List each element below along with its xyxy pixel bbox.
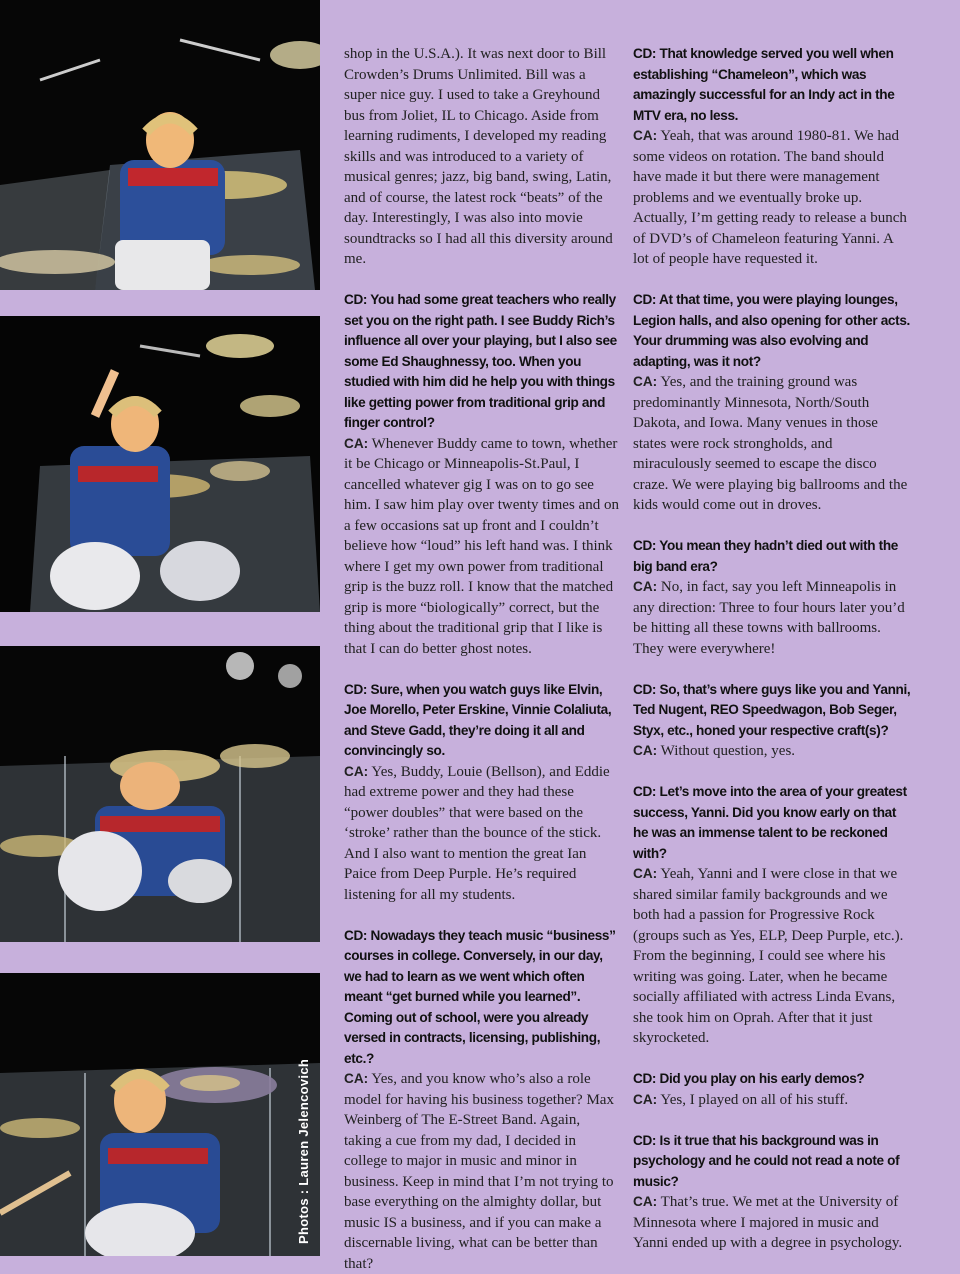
paragraph-gap [633,516,911,537]
interview-answer [633,577,911,659]
speaker-label: CA: [633,1194,658,1209]
paragraph-gap [344,659,619,680]
answer-text: Whenever Buddy came to town, whether it be Chicago or Minneapolis-St.Paul, I cancelled whatever gig I was on to go see him. I saw him play over twenty times and on a few occasions sat up front and I couldn’t believe how “loud” his left hand was. I think where I get my own power from traditional grip is the buzz roll. I know that the matched grip is more “biologically” correct, but the thing about the traditional grip that I like is that I can do better ghost notes. [344,435,619,657]
interview-answer [344,434,619,660]
paragraph-gap [633,659,911,680]
interview-question: CD: So, that’s where guys like you and Yanni, Ted Nugent, REO Speedwagon, Bob Seger, Styx, etc., honed your respective craft(s)? [633,681,911,738]
interview-answer [633,372,911,516]
interview-question: CD: You had some great teachers who really set you on the right path. I see Buddy Rich’s influence all over your playing, but I also see some Ed Shaughnessy, too. When you studied with him did he help you with things like getting power from traditional grip and finger control? [344,292,617,430]
answer-text: Without question, yes. [657,743,796,759]
interview-answer [633,1090,911,1111]
answer-text: That’s true. We met at the University of Minnesota where I majored in music and Yanni ended up with a degree in psychology. [633,1194,903,1251]
paragraph-gap [633,762,911,783]
speaker-label: CA: [633,579,658,594]
drummer-photo-3 [0,646,320,942]
paragraph-gap [344,270,619,291]
interview-question: CD: Sure, when you watch guys like Elvin, Joe Morello, Peter Erskine, Vinnie Colaliuta, and Steve Gadd, they’re doing it all and convincingly so. [344,681,612,758]
speaker-label: CA: [633,743,658,758]
paragraph-gap [633,1110,911,1131]
body-paragraph: shop in the U.S.A.). It was next door to Bill Crowden’s Drums Unlimited. Bill was a super nice guy. I used to take a Greyhound bus from Joliet, IL to Chicago. Aside from learning rudiments, I developed my reading skills and was introduced to a variety of musical genres; jazz, big band, swing, Latin, and of course, the latest rock “beats” of the day. Interestingly, I was also into movie soundtracks so I had all this diversity around me. [344,46,613,267]
answer-text: Yeah, Yanni and I were close in that we shared similar family backgrounds and we both had a passion for Progressive Rock (groups such as Yes, ELP, Deep Purple, etc.). From the beginning, I could see where his writing was going. Later, when he became socially affiliated with actress Linda Evans, she took him on Oprah. After that it just skyrocketed. [633,866,904,1046]
drummer-photo-4 [0,973,320,1256]
interview-question: CD: You mean they hadn’t died out with the big band era? [633,538,898,574]
speaker-label: CA: [633,866,658,881]
interview-answer [633,126,911,270]
interview-answer [633,1192,911,1254]
answer-text: Yes, and you know who’s also a role model for having his business together? Max Weinberg of The E-Street Band. Again, taking a cue from my dad, I decided in college to major in music and minor in business. Keep in mind that I’m not trying to base everything on the almighty dollar, but music IS a business, and if you can make a discernable living, what can be better than that? [344,1071,614,1272]
interview-answer [633,864,911,1049]
interview-question: CD: Nowadays they teach music “business” courses in college. Conversely, in our day, we had to learn as we went which often meant “get burned while you learned”. Coming out of school, were you already versed in contracts, licensing, publishing, etc.? [344,927,616,1066]
speaker-label: CA: [633,128,658,143]
interview-question: CD: Let’s move into the area of your greatest success, Yanni. Did you know early on that he was an immense talent to be reckoned with? [633,784,907,861]
answer-text: Yes, and the training ground was predominantly Minnesota, North/South Dakota, and Iowa. Many venues in those states were rock strongholds, and miraculously seemed to escape the disco craze. We were playing big ballrooms and the kids would come out in droves. [633,374,908,513]
interview-question: CD: Is it true that his background was in psychology and he could not read a note of music? [633,1132,900,1189]
interview-question: CD: That knowledge served you well when establishing “Chameleon”, which was amazingly successful for an Indy act in the MTV era, no less. [633,46,895,123]
photo-credit: Photos : Lauren Jelencovich [296,1058,311,1244]
paragraph-gap [344,905,619,926]
answer-text: Yeah, that was around 1980-81. We had some videos on rotation. The band should have made it but there were management problems and we eventually broke up. Actually, I’m getting ready to release a bunch of DVD’s of Chameleon featuring Yanni. A lot of people have requested it. [633,128,907,267]
interview-question: CD: Did you play on his early demos? [633,1071,865,1086]
interview-answer [344,1069,619,1274]
article-column-1 [344,44,619,1274]
paragraph-gap [633,270,911,291]
answer-text: No, in fact, say you left Minneapolis in any direction: Three to four hours later you’d be hitting all these towns with ballrooms. They were everywhere! [633,579,905,657]
answer-text: Yes, I played on all of his stuff. [657,1091,849,1108]
drummer-photo-2 [0,316,320,612]
speaker-label: CA: [344,435,369,451]
drummer-photo-1 [0,0,320,290]
photo-strip [0,0,320,1256]
speaker-label: CA: [633,374,658,389]
speaker-label: CA: [344,1071,369,1086]
interview-question: CD: At that time, you were playing lounges, Legion halls, and also opening for other acts. Your drumming was also evolving and adapting, was it not? [633,292,910,369]
paragraph-gap [633,1049,911,1070]
answer-text: Yes, Buddy, Louie (Bellson), and Eddie had extreme power and they had these “power doubles” that were based on the ‘stroke’ rather than the bounce of the stick. And I also want to mention the great Ian Paice from Deep Purple. He’s required listening for all my students. [344,763,610,903]
speaker-label: CA: [633,1091,658,1107]
interview-answer [344,762,619,906]
interview-answer [633,741,911,762]
article-column-2 [633,44,911,1254]
speaker-label: CA: [344,763,369,779]
